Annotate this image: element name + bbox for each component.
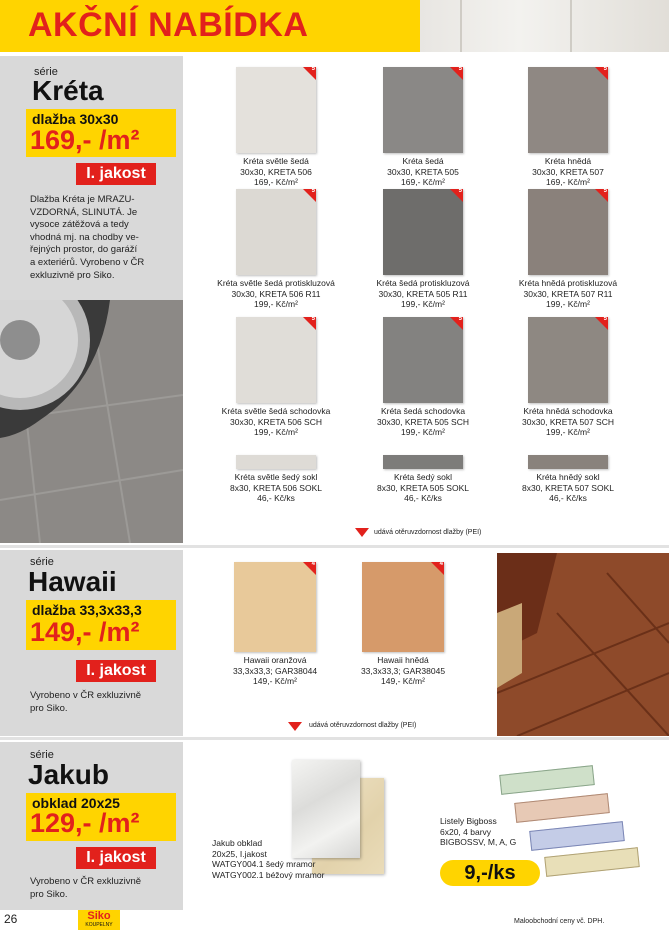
listel-salmon-border [514,793,610,823]
kreta-tile-caption-line: 199,- Kč/m² [546,299,590,309]
jakub-desc-line: pro Siko. [30,888,68,900]
hawaii-tile-caption-line: 149,- Kč/m² [381,676,425,686]
hawaii-tile-caption-line: 149,- Kč/m² [253,676,297,686]
kreta-tile-caption-line: Kréta hnědá [544,156,592,166]
hawaii-tile-caption-line: 33,3x33,3; GAR38044 [232,665,318,676]
kreta-tile-caption [206,278,346,310]
kreta-tile-image [236,455,316,469]
kreta-tile-caption-line: 199,- Kč/m² [401,299,445,309]
page-title: AKČNÍ NABÍDKA [28,6,309,44]
kreta-tile-caption-line: 8x30, KRETA 506 SOKL [230,482,322,493]
kreta-tile-caption [206,406,346,438]
kreta-spec: dlažba 30x30 [32,111,119,127]
jakub-price: 129,- /m² [30,808,140,838]
jakub-caption-line: WATGY004.1 šedý mramor [212,859,316,869]
kreta-tile-image [528,317,608,403]
listel-green-border [499,765,595,795]
kreta-tile-caption-line: Kréta šedá [402,156,444,166]
kreta-serie-label: série [34,66,58,78]
hawaii-desc-line: pro Siko. [30,702,68,714]
kreta-desc-line: exkluzivně pro Siko. [30,269,115,281]
listels-caption-line: BIGBOSSV, M, A, G [440,837,517,847]
section-divider [0,737,669,740]
kreta-tile-caption-line: 199,- Kč/m² [401,427,445,437]
kreta-tile-caption-line: Kréta světle šedá [243,156,309,166]
jakub-quality-badge: I. jakost [76,847,156,869]
kreta-tile-caption-line: 30x30, KRETA 505 R11 [378,288,468,299]
kreta-tile-caption [206,472,346,504]
kreta-tile-caption [498,472,638,504]
jakub-series-name: Jakub [28,759,109,790]
kreta-pei-note: udává otěruvzdornost dlažby (PEI) [374,529,482,536]
hawaii-tile-caption-line: 33,3x33,3; GAR38045 [360,665,446,676]
kreta-desc-line: Dlažba Kréta je MRAZU- [30,194,135,205]
kreta-tile-image [383,189,463,275]
hawaii-tile-caption [204,655,346,687]
kreta-tile-caption-line: Kréta šedá schodovka [380,406,466,416]
kreta-tile-image [383,317,463,403]
kreta-desc-line: a exteriérů. Vyrobeno v ČR [30,256,145,268]
kreta-price: 169,- /m² [30,125,140,155]
kreta-tile-caption-line: 169,- Kč/m² [254,177,298,187]
hawaii-description [30,690,180,715]
listel-blue-border [529,821,625,851]
vat-note: Maloobchodní ceny vč. DPH. [514,918,605,925]
section-divider [0,545,669,548]
kreta-series-name: Kréta [32,75,104,106]
hawaii-floor-image [497,553,669,736]
jakub-product-caption [212,838,324,880]
pei-badge-number: 5 [603,189,607,194]
kreta-tile-caption-line: 30x30, KRETA 507 [532,166,604,177]
hawaii-tile-caption-line: Hawaii hnědá [377,655,429,665]
hawaii-spec: dlažba 33,3x33,3 [32,602,142,618]
pei-badge-number: 4 [311,562,315,567]
kreta-tile-image [236,189,316,275]
pei-badge-number: 5 [603,67,607,72]
pei-badge-number: 5 [311,67,315,72]
kreta-tile-caption-line: Kréta hnědý sokl [536,472,600,482]
hawaii-desc-line: Vyrobeno v ČR exkluzivně [30,690,142,701]
kreta-desc-line: vhodná mj. na chodby ve- [30,231,139,243]
jakub-caption-line: WATGY002.1 béžový mramor [212,869,325,880]
kreta-tile-caption-line: Kréta světle šedá protiskluzová [217,278,335,288]
kreta-tile-image [383,67,463,153]
kreta-tile-caption-line: Kréta šedá protiskluzová [376,278,470,288]
kreta-tile-caption [353,472,493,504]
pei-badge-number: 5 [311,317,315,322]
kreta-tile-caption [206,156,346,188]
hawaii-pei-note: udává otěruvzdornost dlažby (PEI) [309,722,417,729]
hawaii-serie-label: série [30,556,54,568]
kreta-tile-caption-line: 169,- Kč/m² [546,177,590,187]
kreta-tile-caption-line: 199,- Kč/m² [254,427,298,437]
kreta-tile-image [383,455,463,469]
page-number: 26 [4,912,18,926]
jakub-caption-line: Jakub obklad [212,838,263,848]
jakub-description [30,876,180,901]
pei-badge-number: 5 [311,189,315,194]
jakub-spec: obklad 20x25 [32,795,120,811]
kreta-tile-caption [353,406,493,438]
kreta-tile-caption-line: 30x30, KRETA 506 R11 [231,288,321,299]
jakub-caption-line: 20x25, I.jakost [212,848,267,859]
kreta-tile-caption-line: Kréta světle šedá schodovka [221,406,331,416]
kreta-tile-caption [498,278,638,310]
kreta-tile-caption-line: 30x30, KRETA 505 [387,166,459,177]
header-photo [420,0,669,52]
kreta-tile-caption-line: Kréta hnědá protiskluzová [518,278,618,288]
hawaii-room-photo [497,553,669,736]
jakub-desc-line: Vyrobeno v ČR exkluzivně [30,876,142,887]
kreta-tile-image [528,189,608,275]
kreta-tile-caption-line: 30x30, KRETA 507 R11 [523,288,613,299]
listels-caption-line: Listely Bigboss [440,816,497,826]
kreta-tile-caption-line: Kréta hnědá schodovka [523,406,613,416]
kreta-tile-caption-line: 46,- Kč/ks [404,493,442,503]
kreta-tile-caption [498,156,638,188]
listels-caption-line: 6x20, 4 barvy [440,826,492,837]
pei-badge-number: 5 [458,67,462,72]
kreta-tile-image [236,67,316,153]
car-wheel-on-tiles-image [0,300,183,543]
kreta-desc-line: VZDORNÁ, SLINUTÁ. Je [30,206,138,218]
kreta-desc-line: řejných prostor, do garáží [30,244,138,256]
hawaii-tile-image [234,562,316,652]
kreta-room-photo [0,300,183,543]
kreta-quality-badge: I. jakost [76,163,156,185]
hawaii-tile-image [362,562,444,652]
kreta-description [30,194,160,282]
pei-badge-number: 5 [458,189,462,194]
hawaii-tile-caption-line: Hawaii oranžová [243,655,307,665]
listels-caption [440,816,516,848]
kreta-tile-caption-line: 46,- Kč/ks [257,493,295,503]
kreta-tile-caption-line: 30x30, KRETA 506 SCH [230,416,322,427]
siko-logo-sub: KOUPELNY [85,922,113,928]
pei-badge-number: 4 [439,562,443,567]
kreta-tile-caption-line: 46,- Kč/ks [549,493,587,503]
pei-arrow-icon [355,528,369,537]
pei-badge-number: 5 [458,317,462,322]
kreta-tile-image [528,455,608,469]
kreta-desc-line: vysoce zátěžová a tedy [30,219,129,231]
kreta-tile-caption-line: Kréta světle šedý sokl [234,472,318,482]
listels-price-badge: 9,-/ks [440,860,540,886]
listel-beige-border [544,847,640,877]
hawaii-price: 149,- /m² [30,617,140,647]
kreta-tile-caption-line: 199,- Kč/m² [546,427,590,437]
kreta-tile-caption [353,156,493,188]
kreta-tile-caption-line: 30x30, KRETA 506 [240,166,312,177]
kreta-tile-caption-line: 8x30, KRETA 507 SOKL [522,482,614,493]
kreta-tile-caption-line: Kréta šedý sokl [393,472,453,482]
siko-logo-text: Siko [87,910,111,922]
kreta-tile-caption-line: 30x30, KRETA 505 SCH [377,416,469,427]
kreta-tile-caption [498,406,638,438]
kreta-tile-caption [353,278,493,310]
kreta-tile-caption-line: 169,- Kč/m² [401,177,445,187]
kreta-tile-caption-line: 199,- Kč/m² [254,299,298,309]
hawaii-quality-badge: I. jakost [76,660,156,682]
jakub-serie-label: série [30,749,54,761]
siko-logo [78,910,120,930]
kreta-tile-caption-line: 8x30, KRETA 505 SOKL [377,482,469,493]
kreta-tile-image [236,317,316,403]
hawaii-series-name: Hawaii [28,566,117,597]
pei-arrow-icon [288,722,302,731]
kreta-tile-image [528,67,608,153]
pei-badge-number: 5 [603,317,607,322]
hawaii-tile-caption [332,655,474,687]
kreta-tile-caption-line: 30x30, KRETA 507 SCH [522,416,614,427]
